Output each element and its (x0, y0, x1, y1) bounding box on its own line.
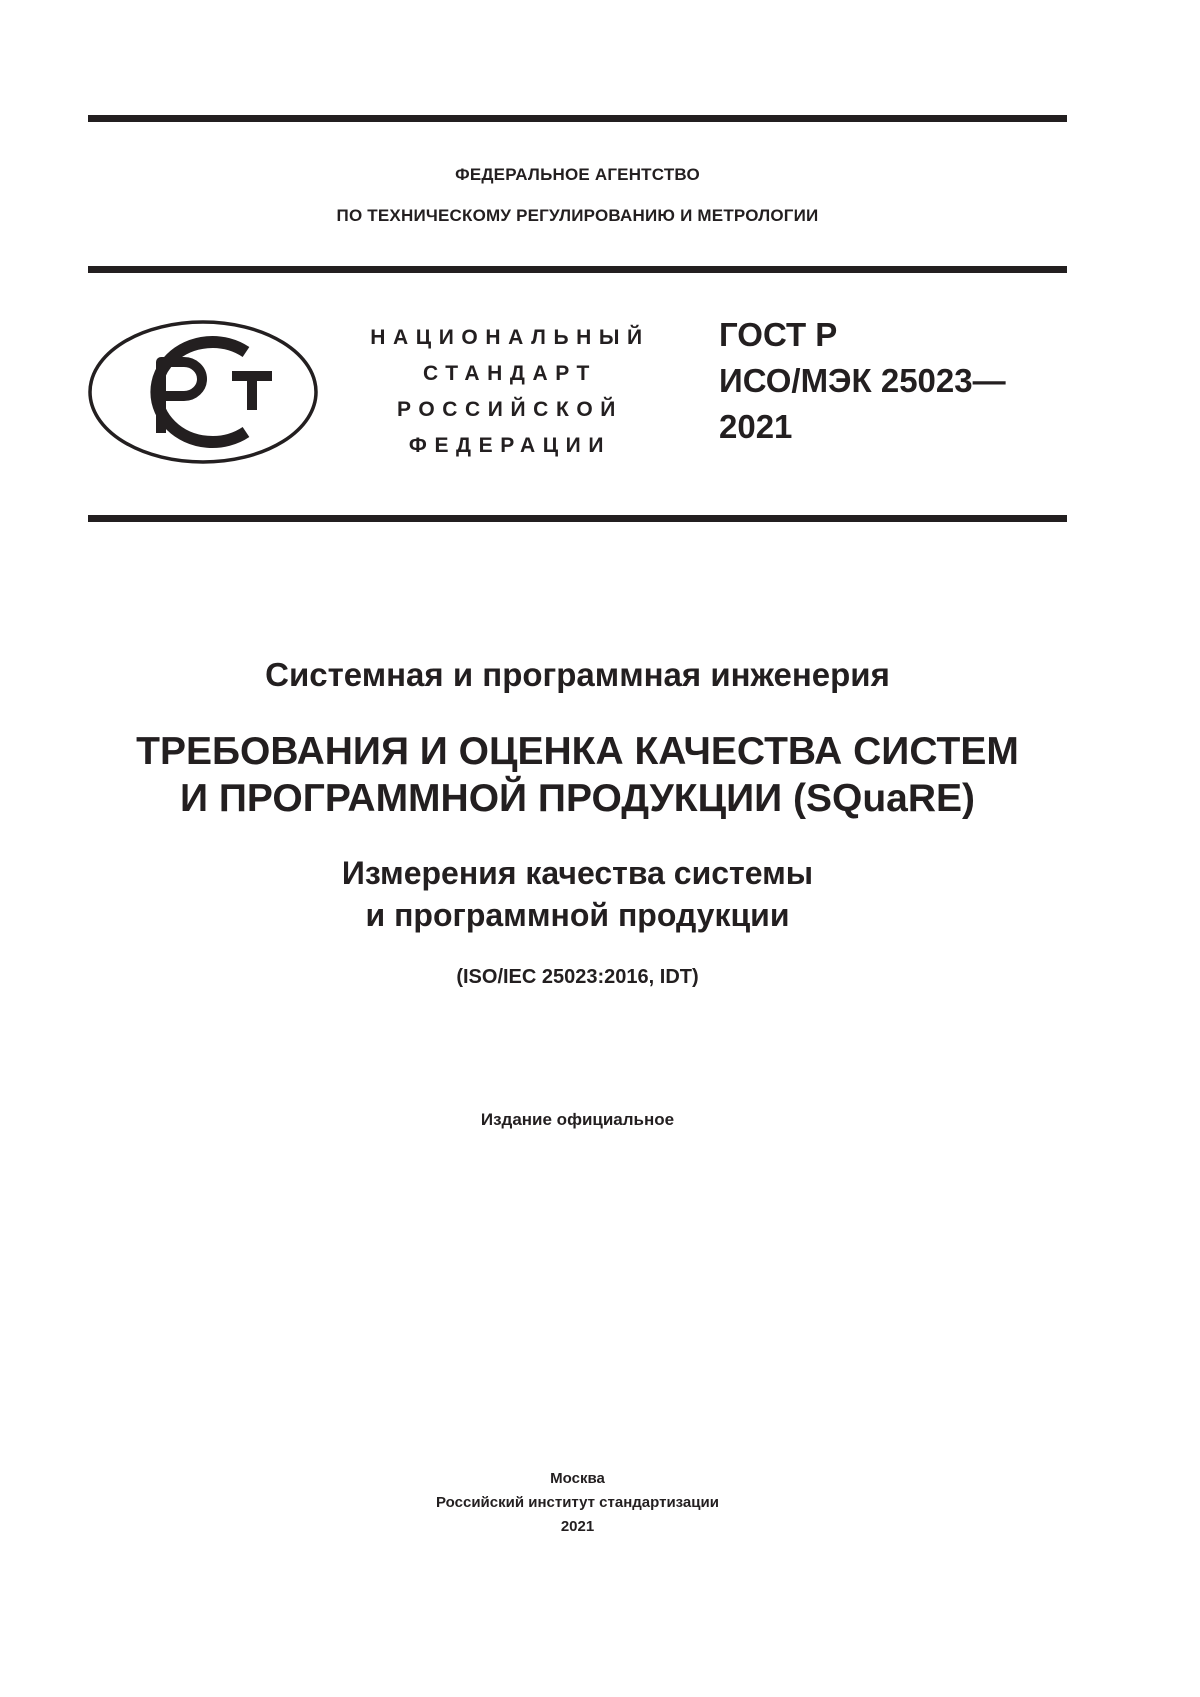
rst-certification-mark-icon (86, 318, 320, 466)
designation-line2: ИСО/МЭК 25023— (719, 362, 1006, 399)
international-standard-reference: (ISO/IEC 25023:2016, IDT) (456, 966, 699, 988)
national-standard-line: СТАНДАРТ (423, 362, 597, 385)
main-title-line1: ТРЕБОВАНИЯ И ОЦЕНКА КАЧЕСТВА СИСТЕМ (136, 730, 1019, 773)
designation-line3: 2021 (719, 408, 793, 445)
edition-label: Издание официальное (480, 1110, 675, 1129)
imprint-publisher: Российский институт стандартизации (436, 1494, 719, 1511)
imprint-city: Москва (550, 1470, 605, 1487)
agency-name-line1: ФЕДЕРАЛЬНОЕ АГЕНТСТВО (455, 165, 700, 184)
main-title (88, 728, 1067, 822)
imprint-year: 2021 (560, 1518, 595, 1535)
standard-designation (719, 312, 1006, 450)
national-standard-line: НАЦИОНАЛЬНЫЙ (370, 326, 650, 349)
national-standard-heading (350, 320, 670, 464)
national-standard-line: ФЕДЕРАЦИИ (408, 434, 612, 457)
imprint (88, 1467, 1067, 1539)
top-rule (88, 115, 1067, 122)
part-title-line1: Измерения качества системы (341, 855, 814, 891)
part-title-line2: и программной продукции (365, 897, 790, 933)
agency-bottom-rule (88, 266, 1067, 273)
header-bottom-rule (88, 515, 1067, 522)
designation-line1: ГОСТ Р (719, 316, 838, 353)
series-title: Системная и программная инженерия (265, 656, 890, 693)
part-title (88, 852, 1067, 936)
agency-name-line2: ПО ТЕХНИЧЕСКОМУ РЕГУЛИРОВАНИЮ И МЕТРОЛОГИИ (336, 206, 819, 225)
main-title-line2: И ПРОГРАММНОЙ ПРОДУКЦИИ (SQuaRE) (179, 777, 975, 820)
national-standard-line: РОССИЙСКОЙ (397, 398, 623, 421)
